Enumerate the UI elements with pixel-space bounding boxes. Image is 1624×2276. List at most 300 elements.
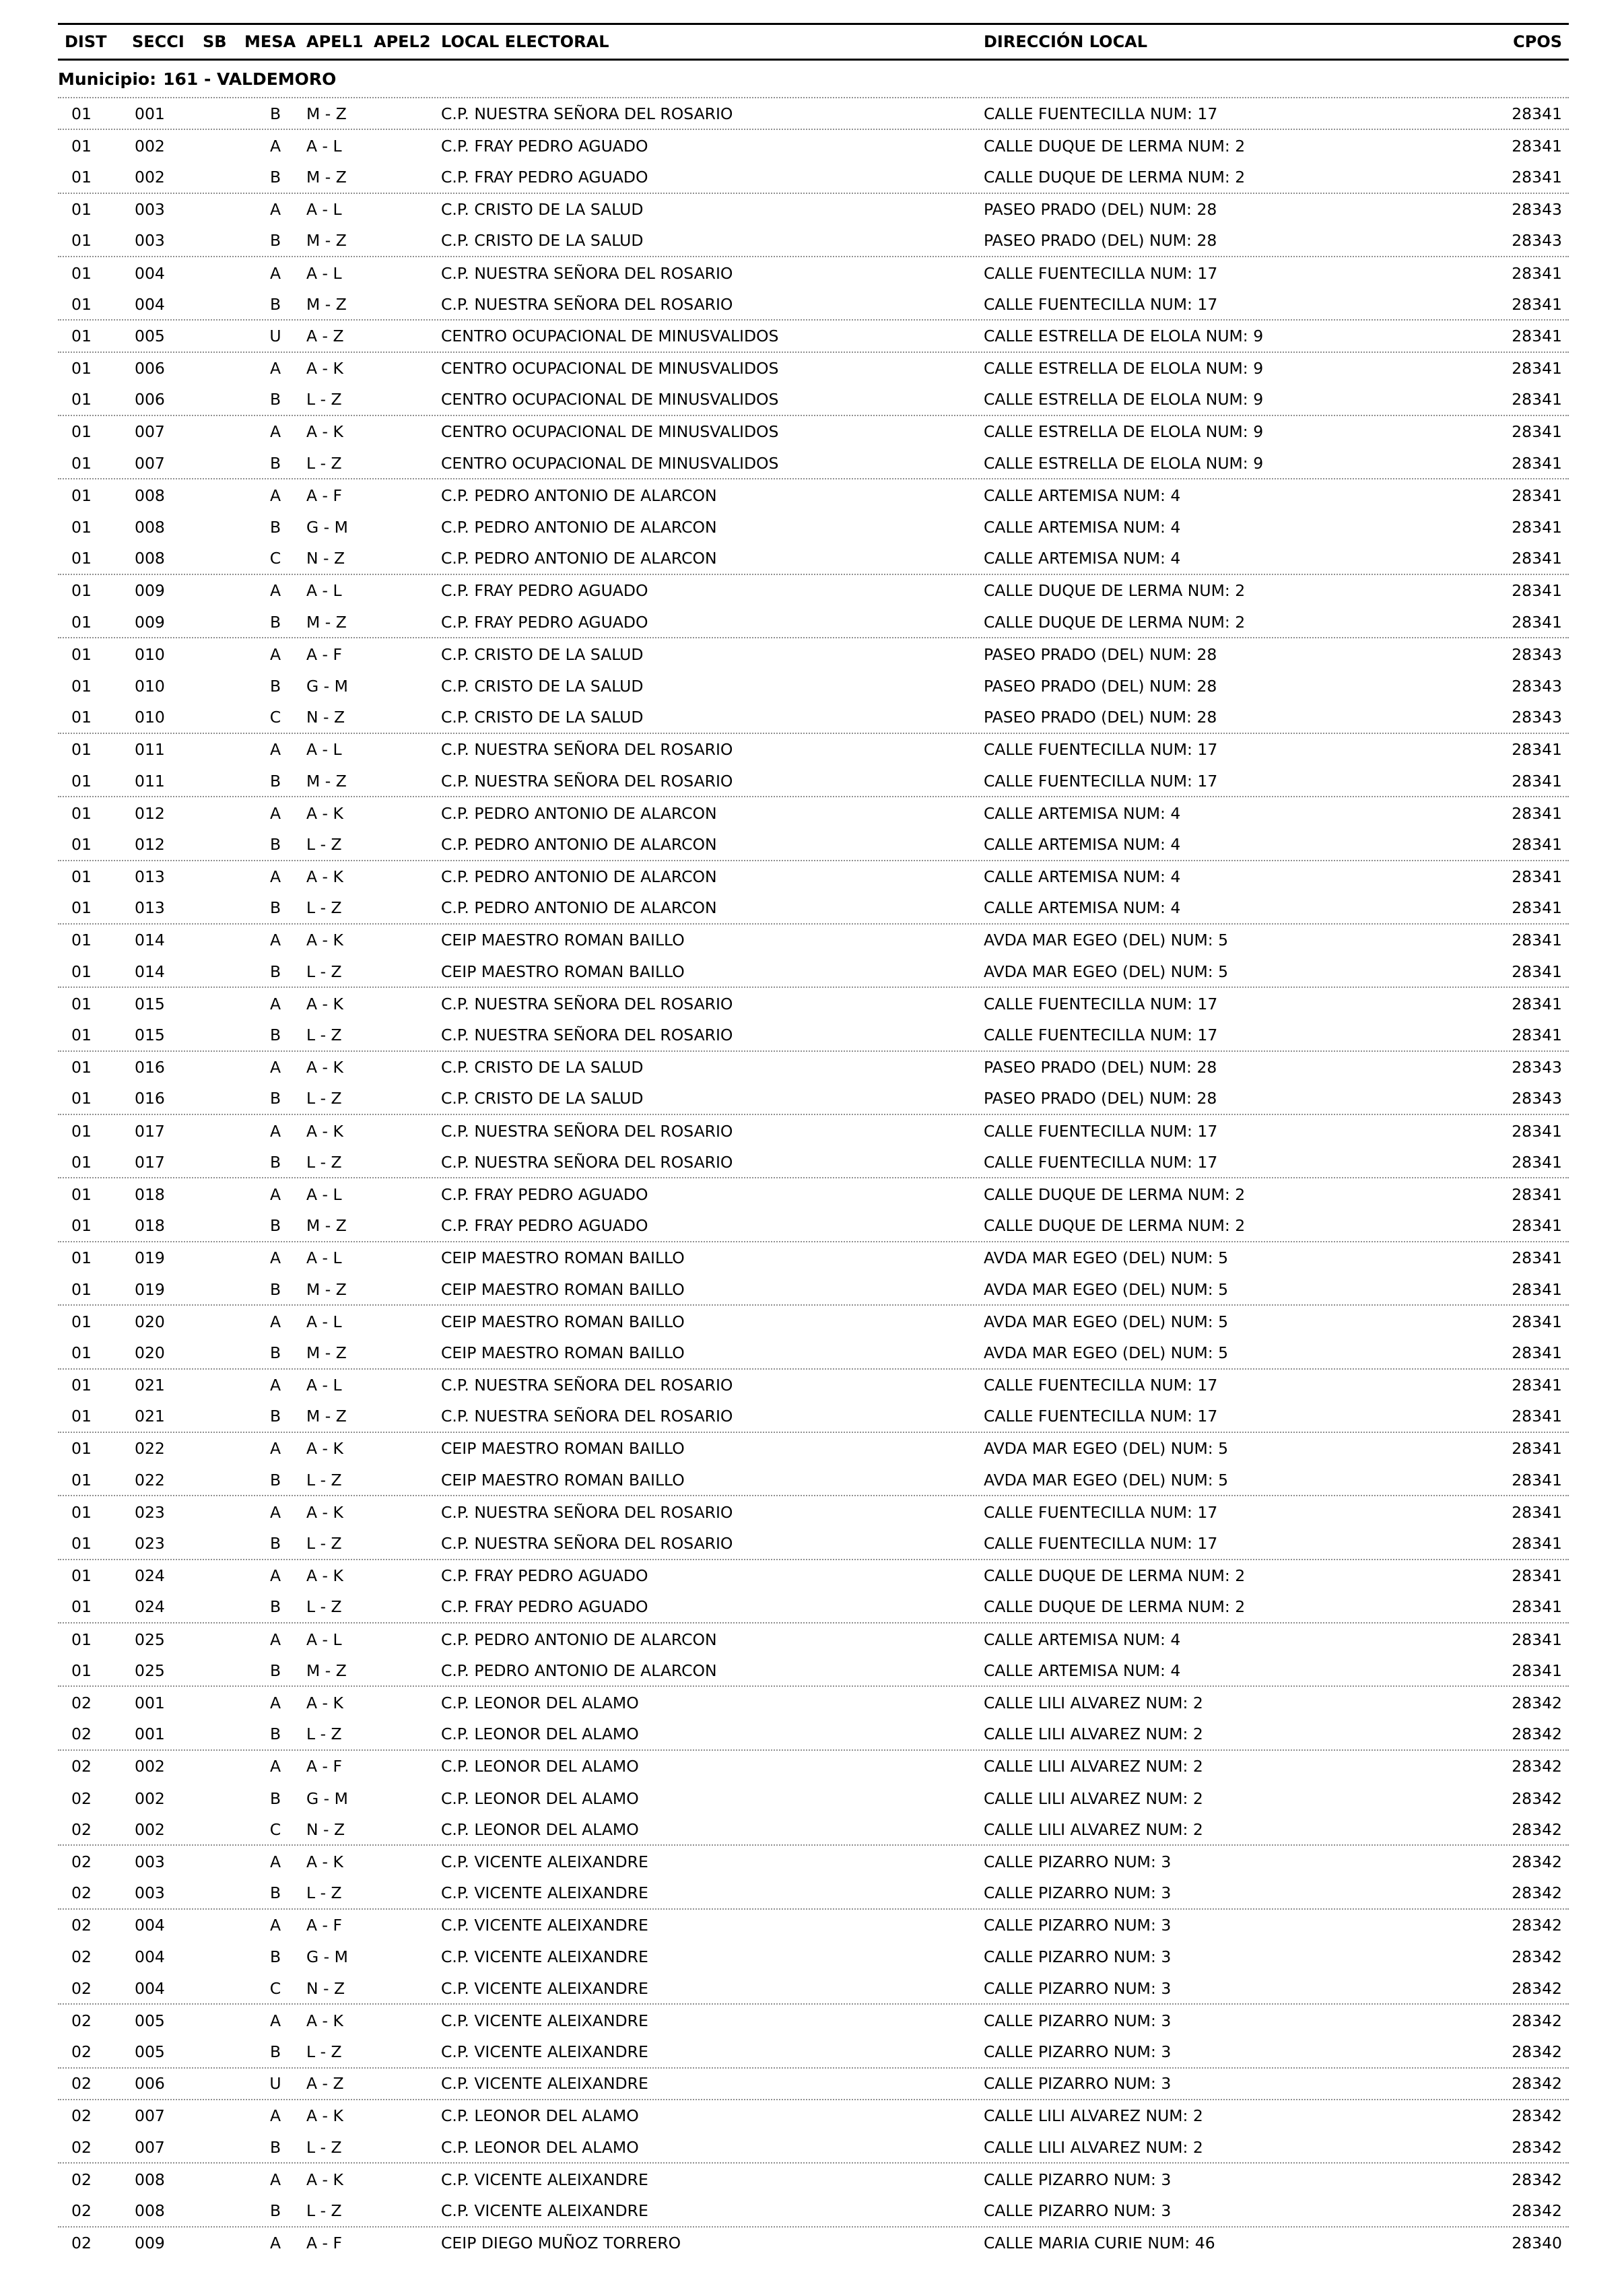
cell-direccion-local: CALLE PIZARRO NUM: 3 [984,2042,1172,2062]
cell-apel: A - L [306,1376,342,1395]
cell-apel: M - Z [306,294,347,314]
cell-dist: 02 [71,2106,92,2126]
cell-apel: A - K [306,1852,343,1871]
cell-local-electoral: C.P. LEONOR DEL ALAMO [441,1788,639,1808]
cell-mesa: B [269,1788,281,1808]
cell-local-electoral: C.P. NUESTRA SEÑORA DEL ROSARIO [441,994,733,1013]
cell-dist: 01 [71,1058,92,1077]
cell-direccion-local: CALLE FUENTECILLA NUM: 17 [984,1407,1218,1426]
cell-dist: 01 [71,1248,92,1268]
municipio-label: Municipio: [58,69,157,89]
cell-cpos: 28342 [1512,1725,1562,1744]
cell-mesa: B [269,771,281,791]
cell-local-electoral: C.P. CRISTO DE LA SALUD [441,200,644,220]
cell-mesa: B [269,834,281,854]
cell-mesa: B [269,898,281,918]
cell-dist: 01 [71,1152,92,1172]
cell-dist: 01 [71,136,92,156]
cell-apel: L - Z [306,834,342,854]
cell-cpos: 28342 [1512,2170,1562,2189]
cell-cpos: 28343 [1512,200,1562,220]
cell-dist: 01 [71,1470,92,1490]
column-header-apel2: APEL2 [374,32,431,51]
cell-dist: 01 [71,1279,92,1299]
cell-local-electoral: C.P. CRISTO DE LA SALUD [441,644,644,664]
cell-mesa: A [269,200,281,220]
cell-direccion-local: CALLE ARTEMISA NUM: 4 [984,1630,1181,1649]
cell-direccion-local: CALLE ARTEMISA NUM: 4 [984,518,1181,537]
table-row [58,797,1569,829]
cell-dist: 01 [71,962,92,981]
cell-local-electoral: C.P. PEDRO ANTONIO DE ALARCON [441,867,717,887]
cell-local-electoral: C.P. NUESTRA SEÑORA DEL ROSARIO [441,263,733,283]
cell-direccion-local: CALLE MARIA CURIE NUM: 46 [984,2234,1215,2253]
cell-cpos: 28342 [1512,2011,1562,2030]
cell-local-electoral: C.P. NUESTRA SEÑORA DEL ROSARIO [441,294,733,314]
cell-mesa: A [269,486,281,505]
cell-direccion-local: PASEO PRADO (DEL) NUM: 28 [984,200,1217,220]
cell-secci: 008 [135,486,165,505]
cell-apel: A - L [306,1630,342,1649]
cell-direccion-local: CALLE LILI ALVAREZ NUM: 2 [984,1725,1203,1744]
cell-direccion-local: CALLE DUQUE DE LERMA NUM: 2 [984,1184,1246,1204]
cell-local-electoral: CEIP MAESTRO ROMAN BAILLO [441,1470,685,1490]
cell-local-electoral: C.P. VICENTE ALEIXANDRE [441,2042,648,2062]
cell-local-electoral: CEIP MAESTRO ROMAN BAILLO [441,1439,685,1459]
cell-secci: 002 [135,1757,165,1776]
cell-secci: 017 [135,1152,165,1172]
cell-direccion-local: PASEO PRADO (DEL) NUM: 28 [984,676,1217,696]
table-row [58,2195,1569,2227]
cell-secci: 010 [135,644,165,664]
table-row [58,384,1569,416]
table-row [58,1370,1569,1401]
cell-cpos: 28341 [1512,136,1562,156]
cell-direccion-local: CALLE ESTRELLA DE ELOLA NUM: 9 [984,422,1264,442]
cell-secci: 021 [135,1407,165,1426]
cell-mesa: B [269,1343,281,1362]
cell-local-electoral: C.P. PEDRO ANTONIO DE ALARCON [441,549,717,568]
cell-apel: L - Z [306,1152,342,1172]
cell-mesa: A [269,994,281,1013]
cell-mesa: A [269,422,281,442]
cell-cpos: 28341 [1512,294,1562,314]
cell-secci: 005 [135,326,165,345]
cell-secci: 010 [135,708,165,727]
cell-cpos: 28341 [1512,422,1562,442]
cell-direccion-local: CALLE ARTEMISA NUM: 4 [984,549,1181,568]
cell-secci: 020 [135,1312,165,1331]
cell-apel: A - K [306,994,343,1013]
cell-secci: 007 [135,2106,165,2126]
cell-dist: 01 [71,676,92,696]
table-row [58,479,1569,511]
table-row [58,1846,1569,1877]
cell-secci: 004 [135,1978,165,1998]
cell-mesa: A [269,803,281,823]
cell-apel: N - Z [306,549,345,568]
cell-cpos: 28342 [1512,1852,1562,1871]
table-row [58,1496,1569,1528]
cell-local-electoral: C.P. VICENTE ALEIXANDRE [441,2201,648,2220]
cell-dist: 01 [71,167,92,187]
cell-dist: 01 [71,1184,92,1204]
cell-direccion-local: CALLE PIZARRO NUM: 3 [984,2011,1172,2030]
cell-direccion-local: CALLE ARTEMISA NUM: 4 [984,867,1181,887]
table-row [58,1178,1569,1210]
cell-dist: 01 [71,644,92,664]
cell-secci: 002 [135,136,165,156]
cell-local-electoral: CEIP MAESTRO ROMAN BAILLO [441,1248,685,1268]
table-row [58,2005,1569,2036]
cell-direccion-local: CALLE FUENTECILLA NUM: 17 [984,294,1218,314]
cell-cpos: 28341 [1512,518,1562,537]
cell-local-electoral: C.P. LEONOR DEL ALAMO [441,2137,639,2157]
cell-cpos: 28342 [1512,1788,1562,1808]
cell-local-electoral: C.P. NUESTRA SEÑORA DEL ROSARIO [441,1376,733,1395]
cell-direccion-local: CALLE DUQUE DE LERMA NUM: 2 [984,1597,1246,1617]
cell-dist: 02 [71,1788,92,1808]
table-row [58,1973,1569,2005]
table-row [58,194,1569,226]
cell-apel: A - F [306,1916,343,1935]
cell-local-electoral: C.P. PEDRO ANTONIO DE ALARCON [441,834,717,854]
cell-cpos: 28341 [1512,453,1562,473]
cell-cpos: 28341 [1512,581,1562,601]
municipio-value: 161 - VALDEMORO [163,69,337,89]
cell-cpos: 28341 [1512,1026,1562,1045]
cell-apel: A - K [306,931,343,950]
cell-secci: 004 [135,1947,165,1967]
cell-dist: 02 [71,2137,92,2157]
cell-secci: 014 [135,931,165,950]
column-header-dist: DIST [65,32,107,51]
cell-dist: 01 [71,834,92,854]
cell-mesa: A [269,1312,281,1331]
cell-mesa: A [269,1852,281,1871]
cell-cpos: 28342 [1512,2106,1562,2126]
cell-dist: 02 [71,2234,92,2253]
cell-cpos: 28342 [1512,1693,1562,1712]
cell-direccion-local: CALLE ESTRELLA DE ELOLA NUM: 9 [984,390,1264,409]
cell-mesa: A [269,581,281,601]
cell-direccion-local: CALLE PIZARRO NUM: 3 [984,1947,1172,1967]
cell-dist: 01 [71,549,92,568]
table-row [58,1465,1569,1496]
cell-local-electoral: C.P. PEDRO ANTONIO DE ALARCON [441,518,717,537]
cell-secci: 024 [135,1566,165,1586]
cell-secci: 007 [135,453,165,473]
cell-apel: A - L [306,581,342,601]
cell-cpos: 28341 [1512,867,1562,887]
cell-direccion-local: CALLE ARTEMISA NUM: 4 [984,486,1181,505]
cell-secci: 002 [135,167,165,187]
cell-dist: 01 [71,231,92,250]
cell-cpos: 28341 [1512,326,1562,345]
cell-cpos: 28343 [1512,1058,1562,1077]
cell-dist: 01 [71,1566,92,1586]
cell-mesa: B [269,294,281,314]
cell-local-electoral: C.P. PEDRO ANTONIO DE ALARCON [441,1661,717,1680]
cell-local-electoral: CENTRO OCUPACIONAL DE MINUSVALIDOS [441,359,779,378]
cell-mesa: B [269,2137,281,2157]
cell-local-electoral: C.P. FRAY PEDRO AGUADO [441,136,648,156]
cell-secci: 002 [135,1788,165,1808]
cell-secci: 023 [135,1534,165,1553]
cell-dist: 01 [71,771,92,791]
cell-dist: 01 [71,1089,92,1108]
cell-apel: M - Z [306,612,347,632]
cell-cpos: 28342 [1512,2201,1562,2220]
cell-direccion-local: CALLE PIZARRO NUM: 3 [984,1852,1172,1871]
cell-dist: 02 [71,1757,92,1776]
table-row [58,988,1569,1019]
cell-apel: A - K [306,1502,343,1522]
cell-mesa: B [269,1152,281,1172]
cell-local-electoral: C.P. LEONOR DEL ALAMO [441,1757,639,1776]
cell-apel: A - K [306,1058,343,1077]
cell-cpos: 28341 [1512,834,1562,854]
table-row [58,734,1569,766]
cell-direccion-local: CALLE ARTEMISA NUM: 4 [984,1661,1181,1680]
cell-mesa: B [269,1279,281,1299]
cell-local-electoral: C.P. VICENTE ALEIXANDRE [441,1947,648,1967]
table-row [58,607,1569,638]
cell-dist: 02 [71,1725,92,1744]
table-row [58,1719,1569,1751]
table-row [58,2132,1569,2164]
cell-cpos: 28342 [1512,2042,1562,2062]
cell-cpos: 28341 [1512,1248,1562,1268]
table-row [58,829,1569,861]
cell-mesa: A [269,1184,281,1204]
column-header-secci: SECCI [132,32,184,51]
cell-dist: 01 [71,453,92,473]
cell-local-electoral: C.P. FRAY PEDRO AGUADO [441,1184,648,1204]
table-row [58,702,1569,734]
cell-apel: A - K [306,2170,343,2189]
cell-mesa: B [269,612,281,632]
cell-mesa: B [269,962,281,981]
cell-mesa: A [269,1566,281,1586]
table-row [58,1306,1569,1337]
cell-mesa: B [269,1725,281,1744]
cell-local-electoral: C.P. PEDRO ANTONIO DE ALARCON [441,486,717,505]
cell-apel: L - Z [306,962,342,981]
cell-direccion-local: CALLE FUENTECILLA NUM: 17 [984,771,1218,791]
cell-mesa: U [269,326,281,345]
cell-mesa: B [269,2201,281,2220]
table-row [58,98,1569,130]
cell-cpos: 28343 [1512,676,1562,696]
column-header-mesa: MESA [244,32,296,51]
cell-cpos: 28341 [1512,612,1562,632]
cell-cpos: 28342 [1512,2137,1562,2157]
cell-cpos: 28341 [1512,104,1562,123]
cell-apel: M - Z [306,1279,347,1299]
table-row [58,1052,1569,1083]
cell-apel: G - M [306,676,348,696]
cell-apel: L - Z [306,1470,342,1490]
column-header-direccion-local: DIRECCIÓN LOCAL [984,32,1148,51]
cell-apel: A - K [306,359,343,378]
cell-cpos: 28341 [1512,1376,1562,1395]
cell-mesa: A [269,1439,281,1459]
cell-apel: A - L [306,740,342,760]
cell-local-electoral: C.P. VICENTE ALEIXANDRE [441,1916,648,1935]
cell-dist: 02 [71,1916,92,1935]
table-row [58,1560,1569,1592]
cell-cpos: 28343 [1512,1089,1562,1108]
cell-local-electoral: C.P. VICENTE ALEIXANDRE [441,1978,648,1998]
cell-mesa: A [269,740,281,760]
cell-dist: 01 [71,898,92,918]
cell-cpos: 28341 [1512,803,1562,823]
cell-direccion-local: CALLE PIZARRO NUM: 3 [984,1883,1172,1903]
cell-secci: 014 [135,962,165,981]
cell-cpos: 28340 [1512,2234,1562,2253]
table-row [58,2069,1569,2100]
cell-direccion-local: CALLE FUENTECILLA NUM: 17 [984,1502,1218,1522]
cell-apel: A - K [306,1121,343,1141]
cell-cpos: 28341 [1512,1661,1562,1680]
cell-dist: 02 [71,1852,92,1871]
table-row [58,2036,1569,2068]
cell-dist: 02 [71,2170,92,2189]
cell-secci: 024 [135,1597,165,1617]
cell-secci: 003 [135,1852,165,1871]
municipio-heading [58,61,1569,98]
cell-direccion-local: PASEO PRADO (DEL) NUM: 28 [984,1058,1217,1077]
cell-local-electoral: CENTRO OCUPACIONAL DE MINUSVALIDOS [441,453,779,473]
cell-mesa: A [269,2106,281,2126]
cell-secci: 023 [135,1502,165,1522]
cell-apel: A - F [306,486,343,505]
cell-dist: 02 [71,1883,92,1903]
cell-dist: 01 [71,1597,92,1617]
cell-mesa: B [269,453,281,473]
cell-apel: M - Z [306,1216,347,1236]
table-row [58,766,1569,797]
cell-mesa: U [269,2074,281,2094]
cell-mesa: A [269,1248,281,1268]
cell-mesa: B [269,390,281,409]
cell-secci: 009 [135,612,165,632]
cell-secci: 009 [135,581,165,601]
cell-direccion-local: CALLE PIZARRO NUM: 3 [984,1916,1172,1935]
cell-dist: 01 [71,104,92,123]
cell-mesa: B [269,1470,281,1490]
cell-dist: 01 [71,359,92,378]
cell-secci: 008 [135,2201,165,2220]
cell-direccion-local: CALLE FUENTECILLA NUM: 17 [984,1121,1218,1141]
cell-mesa: B [269,1883,281,1903]
column-header-apel1: APEL1 [306,32,364,51]
cell-local-electoral: C.P. FRAY PEDRO AGUADO [441,612,648,632]
table-row [58,1528,1569,1560]
cell-direccion-local: CALLE DUQUE DE LERMA NUM: 2 [984,1566,1246,1586]
cell-apel: M - Z [306,1407,347,1426]
cell-secci: 003 [135,231,165,250]
cell-secci: 008 [135,2170,165,2189]
cell-direccion-local: CALLE ARTEMISA NUM: 4 [984,834,1181,854]
cell-dist: 01 [71,1312,92,1331]
cell-secci: 022 [135,1439,165,1459]
cell-direccion-local: CALLE ESTRELLA DE ELOLA NUM: 9 [984,453,1264,473]
cell-cpos: 28343 [1512,231,1562,250]
cell-cpos: 28341 [1512,1470,1562,1490]
cell-dist: 01 [71,803,92,823]
cell-direccion-local: CALLE ARTEMISA NUM: 4 [984,803,1181,823]
cell-local-electoral: CEIP MAESTRO ROMAN BAILLO [441,1279,685,1299]
cell-mesa: B [269,1089,281,1108]
cell-apel: L - Z [306,2137,342,2157]
cell-apel: M - Z [306,1661,347,1680]
cell-local-electoral: CENTRO OCUPACIONAL DE MINUSVALIDOS [441,422,779,442]
cell-direccion-local: CALLE LILI ALVAREZ NUM: 2 [984,1757,1203,1776]
cell-local-electoral: CENTRO OCUPACIONAL DE MINUSVALIDOS [441,390,779,409]
cell-secci: 018 [135,1216,165,1236]
cell-direccion-local: PASEO PRADO (DEL) NUM: 28 [984,231,1217,250]
cell-direccion-local: CALLE PIZARRO NUM: 3 [984,1978,1172,1998]
cell-mesa: A [269,1757,281,1776]
cell-secci: 005 [135,2042,165,2062]
cell-apel: A - K [306,2011,343,2030]
table-row [58,1147,1569,1178]
cell-local-electoral: C.P. VICENTE ALEIXANDRE [441,1852,648,1871]
cell-local-electoral: C.P. PEDRO ANTONIO DE ALARCON [441,803,717,823]
cell-dist: 01 [71,1439,92,1459]
cell-apel: A - F [306,644,343,664]
cell-secci: 005 [135,2011,165,2030]
cell-local-electoral: C.P. LEONOR DEL ALAMO [441,1693,639,1712]
cell-apel: M - Z [306,771,347,791]
cell-apel: N - Z [306,708,345,727]
cell-dist: 01 [71,1661,92,1680]
cell-direccion-local: CALLE PIZARRO NUM: 3 [984,2170,1172,2189]
cell-cpos: 28341 [1512,1439,1562,1459]
cell-mesa: A [269,263,281,283]
cell-direccion-local: CALLE LILI ALVAREZ NUM: 2 [984,1819,1203,1839]
cell-local-electoral: C.P. VICENTE ALEIXANDRE [441,2170,648,2189]
cell-cpos: 28341 [1512,1216,1562,1236]
cell-local-electoral: C.P. NUESTRA SEÑORA DEL ROSARIO [441,1152,733,1172]
cell-direccion-local: CALLE DUQUE DE LERMA NUM: 2 [984,581,1246,601]
table-row [58,289,1569,321]
cell-local-electoral: C.P. NUESTRA SEÑORA DEL ROSARIO [441,1502,733,1522]
cell-cpos: 28341 [1512,263,1562,283]
cell-apel: G - M [306,1947,348,1967]
cell-cpos: 28341 [1512,359,1562,378]
cell-local-electoral: C.P. NUESTRA SEÑORA DEL ROSARIO [441,1407,733,1426]
cell-dist: 02 [71,2042,92,2062]
cell-apel: A - K [306,422,343,442]
cell-local-electoral: C.P. CRISTO DE LA SALUD [441,676,644,696]
cell-direccion-local: AVDA MAR EGEO (DEL) NUM: 5 [984,1279,1229,1299]
cell-apel: A - L [306,136,342,156]
cell-dist: 01 [71,1407,92,1426]
cell-apel: N - Z [306,1819,345,1839]
cell-local-electoral: C.P. CRISTO DE LA SALUD [441,1089,644,1108]
cell-mesa: C [269,1978,281,1998]
cell-mesa: B [269,1661,281,1680]
cell-local-electoral: CEIP MAESTRO ROMAN BAILLO [441,931,685,950]
table-row [58,638,1569,670]
cell-mesa: B [269,167,281,187]
cell-apel: A - F [306,2234,343,2253]
cell-cpos: 28342 [1512,1978,1562,1998]
cell-local-electoral: C.P. PEDRO ANTONIO DE ALARCON [441,898,717,918]
